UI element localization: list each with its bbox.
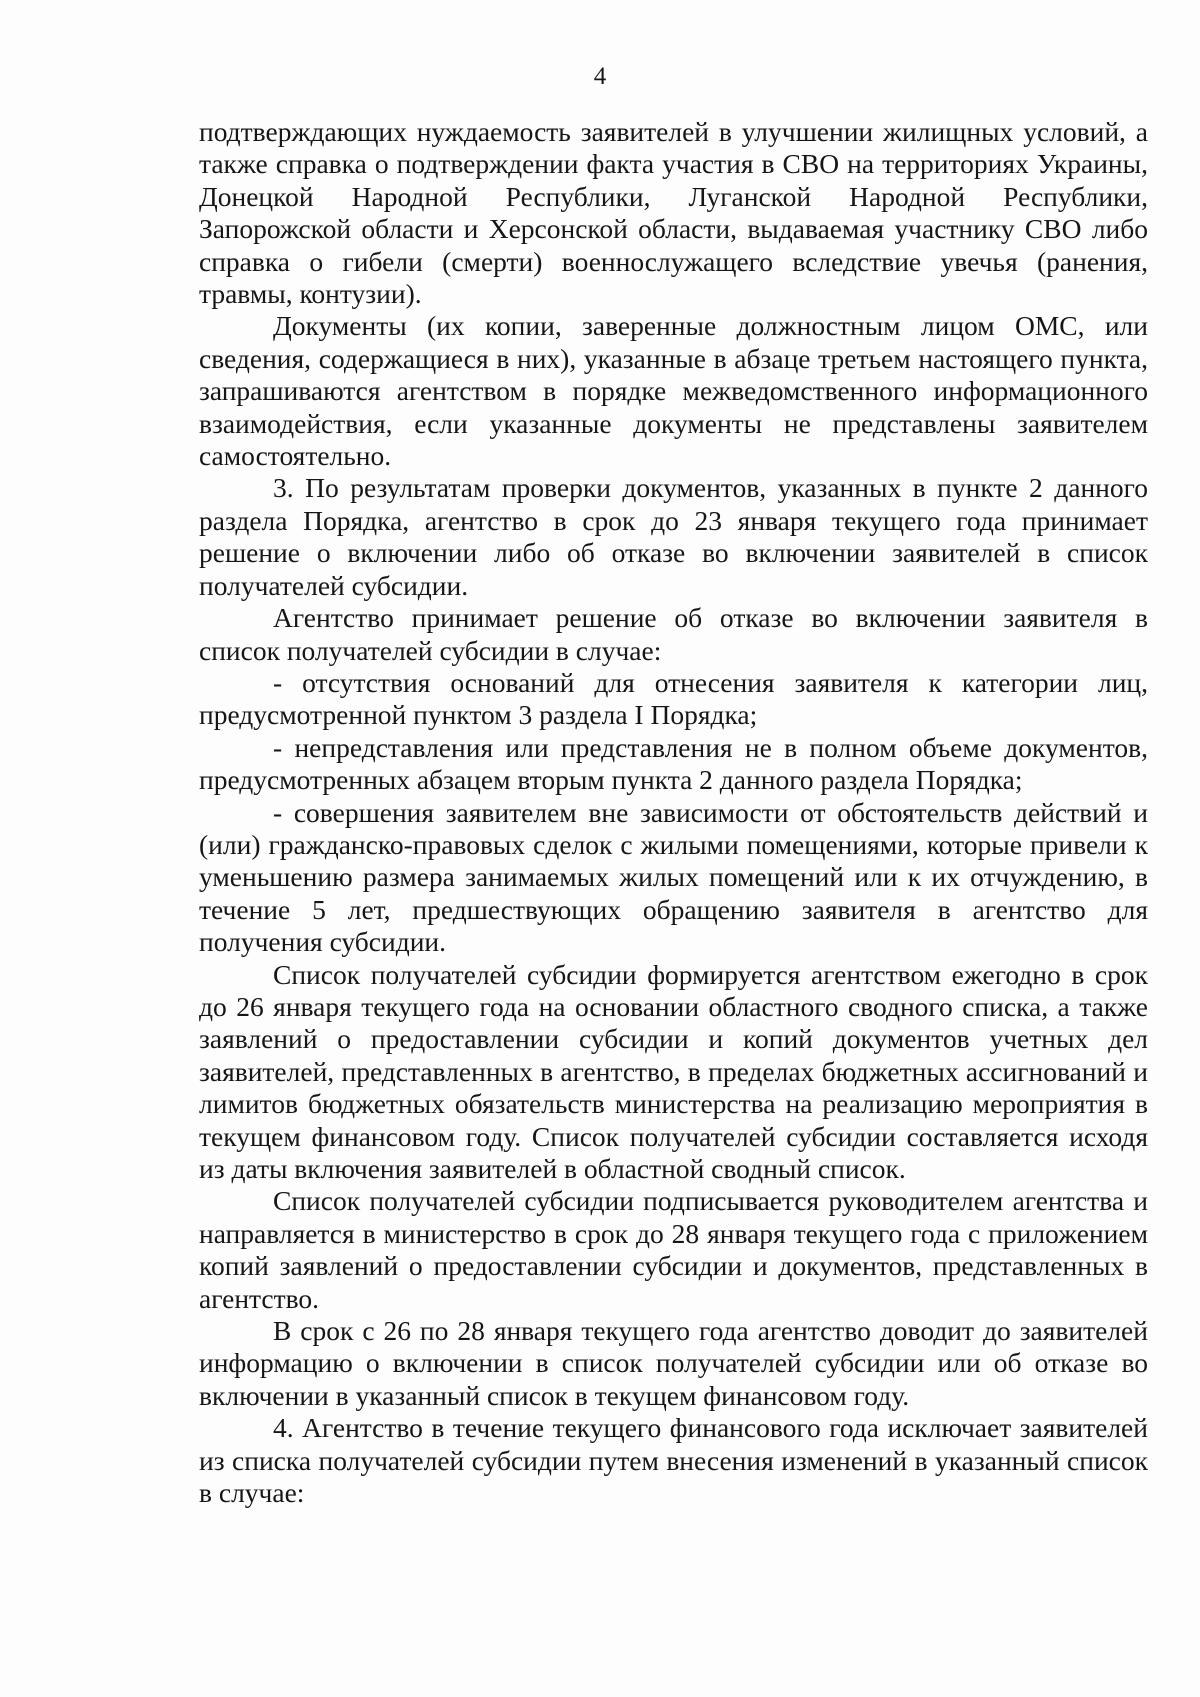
page-number: 4 [593, 63, 607, 90]
paragraph: Список получателей субсидии формируется агентством ежегодно в срок до 26 января текущего года на основании областного сводного списка, а также заявлений о предоставлении субсидии и копий документов учетных дел заявителей, представленных в агентство, в пределах бюджетных ассигнований и лимитов бюджетных обязательств министерства на реализацию мероприятия в текущем финансовом году. Список получателей субсидии составляется исходя из даты включения заявителей в областной сводный список. [199, 958, 1148, 1184]
paragraph: - совершения заявителем вне зависимости от обстоятельств действий и (или) гражданско-правовых сделок с жилыми помещениями, которые привели к уменьшению размера занимаемых жилых помещений или к их отчуждению, в течение 5 лет, предшествующих обращению заявителя в агентство для получения субсидии. [199, 796, 1148, 958]
paragraph: Агентство принимает решение об отказе во включении заявителя в список получателей субсидии в случае: [199, 602, 1148, 666]
paragraph: подтверждающих нуждаемость заявителей в улучшении жилищных условий, а также справка о подтверждении факта участия в СВО на территориях Украины, Донецкой Народной Республики, Луганской Народной Республики, Запорожской области и Херсонской области, выдаваемая участнику СВО либо справка о гибели (смерти) военнослужащего вследствие увечья (ранения, травмы, контузии). [199, 116, 1148, 310]
document-body [199, 116, 1148, 1509]
paragraph: - непредставления или представления не в полном объеме документов, предусмотренных абзацем вторым пункта 2 данного раздела Порядка; [199, 731, 1148, 796]
paragraph: - отсутствия оснований для отнесения заявителя к категории лиц, предусмотренной пунктом 3 раздела I Порядка; [199, 666, 1148, 731]
paragraph: Документы (их копии, заверенные должностным лицом ОМС, или сведения, содержащиеся в них), указанные в абзаце третьем настоящего пункта, запрашиваются агентством в порядке межведомственного информационного взаимодействия, если указанные документы не представлены заявителем самостоятельно. [199, 310, 1148, 472]
paragraph: 3. По результатам проверки документов, указанных в пункте 2 данного раздела Порядка, агентство в срок до 23 января текущего года принимает решение о включении либо об отказе во включении заявителей в список получателей субсидии. [199, 472, 1148, 601]
paragraph: В срок с 26 по 28 января текущего года агентство доводит до заявителей информацию о включении в список получателей субсидии или об отказе во включении в указанный список в текущем финансовом году. [199, 1315, 1148, 1411]
paragraph: 4. Агентство в течение текущего финансового года исключает заявителей из списка получателей субсидии путем внесения изменений в указанный список в случае: [199, 1412, 1148, 1509]
paragraph: Список получателей субсидии подписывается руководителем агентства и направляется в министерство в срок до 28 января текущего года с приложением копий заявлений о предоставлении субсидии и документов, представленных в агентство. [199, 1185, 1148, 1314]
